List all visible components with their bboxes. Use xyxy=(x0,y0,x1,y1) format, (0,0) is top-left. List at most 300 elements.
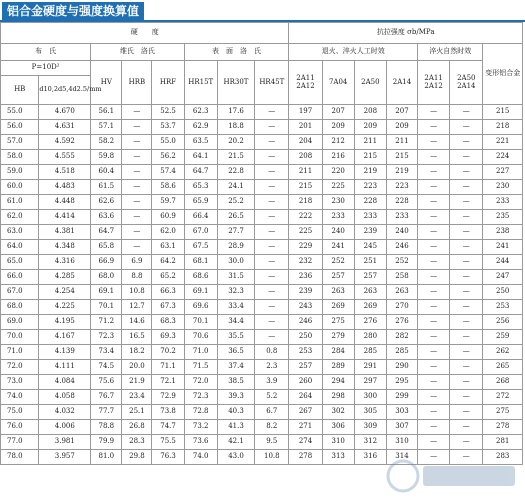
table-cell: 233 xyxy=(386,210,417,225)
table-cell: 276 xyxy=(354,315,386,330)
quench-natural-header: 淬火自然时效 xyxy=(418,44,483,61)
table-cell: 8.8 xyxy=(122,270,152,285)
table-cell: 25.2 xyxy=(217,195,254,210)
table-cell: 63.5 xyxy=(184,135,217,150)
table-cell: 300 xyxy=(354,390,386,405)
table-cell: 78.8 xyxy=(91,420,122,435)
table-cell: 39.3 xyxy=(217,390,254,405)
table-cell: — xyxy=(255,180,289,195)
table-cell: — xyxy=(450,180,483,195)
table-cell: 31.5 xyxy=(217,270,254,285)
table-cell: 211 xyxy=(354,135,386,150)
table-cell: 67.0 xyxy=(1,285,39,300)
table-cell: 73.0 xyxy=(1,375,39,390)
table-cell: 66.0 xyxy=(1,270,39,285)
table-cell: 227 xyxy=(483,165,523,180)
table-cell: 28.9 xyxy=(217,240,254,255)
table-cell: 64.2 xyxy=(152,255,184,270)
table-cell: — xyxy=(450,375,483,390)
table-cell: — xyxy=(450,405,483,420)
table-cell: 278 xyxy=(483,420,523,435)
table-cell: — xyxy=(450,450,483,465)
strength-label: 抗拉强度 xyxy=(376,28,405,37)
table-cell: 60.9 xyxy=(152,210,184,225)
table-cell: 225 xyxy=(289,225,322,240)
table-cell: 63.6 xyxy=(91,210,122,225)
table-cell: 230 xyxy=(483,180,523,195)
table-cell: 79.9 xyxy=(91,435,122,450)
table-cell: 64.1 xyxy=(184,150,217,165)
table-cell: — xyxy=(450,345,483,360)
table-cell: 246 xyxy=(386,240,417,255)
table-cell: 221 xyxy=(483,135,523,150)
surface-rockwell-header: 表 面 洛 氏 xyxy=(184,44,289,61)
table-cell: 4.195 xyxy=(39,315,91,330)
table-cell: 245 xyxy=(354,240,386,255)
table-cell: 244 xyxy=(483,255,523,270)
table-cell: — xyxy=(418,255,450,270)
strength-header xyxy=(289,23,523,44)
table-cell: 218 xyxy=(483,120,523,135)
table-cell: 42.1 xyxy=(217,435,254,450)
table-cell: — xyxy=(418,165,450,180)
table-cell: 62.0 xyxy=(152,225,184,240)
table-cell: 4.139 xyxy=(39,345,91,360)
table-cell: 220 xyxy=(322,165,354,180)
table-cell: — xyxy=(418,270,450,285)
brinell-diameter: d10,2d5,4d2.5/mm xyxy=(39,76,91,105)
table-cell: — xyxy=(122,180,152,195)
table-cell: — xyxy=(418,195,450,210)
table-cell: 64.7 xyxy=(91,225,122,240)
table-cell: — xyxy=(418,225,450,240)
table-cell: 3.957 xyxy=(39,450,91,465)
table-cell: 211 xyxy=(289,165,322,180)
table-cell: 70.0 xyxy=(1,330,39,345)
col-hrb: HRB xyxy=(122,61,152,105)
table-cell: — xyxy=(122,150,152,165)
table-cell: 10.8 xyxy=(255,450,289,465)
table-cell: 236 xyxy=(289,270,322,285)
table-cell: 71.2 xyxy=(91,315,122,330)
table-cell: 55.0 xyxy=(152,135,184,150)
table-cell: 223 xyxy=(386,180,417,195)
table-cell: 26.5 xyxy=(217,210,254,225)
table-cell: 72.1 xyxy=(152,375,184,390)
table-cell: 21.9 xyxy=(122,375,152,390)
table-cell: 81.0 xyxy=(91,450,122,465)
col-hr30t: HR30T xyxy=(217,61,254,105)
table-cell: 41.3 xyxy=(217,420,254,435)
table-cell: 70.6 xyxy=(184,330,217,345)
table-cell: 4.285 xyxy=(39,270,91,285)
table-cell: 215 xyxy=(289,180,322,195)
table-cell: 66.3 xyxy=(152,285,184,300)
table-cell: 247 xyxy=(483,270,523,285)
table-cell: 57.4 xyxy=(152,165,184,180)
table-cell: 204 xyxy=(289,135,322,150)
table-cell: 72.8 xyxy=(184,405,217,420)
table-cell: 299 xyxy=(386,390,417,405)
table-cell: 272 xyxy=(483,390,523,405)
table-cell: 239 xyxy=(289,285,322,300)
header-row-1 xyxy=(1,23,523,44)
table-cell: 20.0 xyxy=(122,360,152,375)
table-cell: 55.0 xyxy=(1,105,39,120)
table-cell: 270 xyxy=(386,300,417,315)
table-cell: 69.1 xyxy=(91,285,122,300)
table-row xyxy=(1,390,523,405)
table-cell: — xyxy=(450,390,483,405)
table-cell: 4.032 xyxy=(39,405,91,420)
table-cell: 65.0 xyxy=(1,255,39,270)
table-cell: 77.0 xyxy=(1,435,39,450)
table-cell: 4.483 xyxy=(39,180,91,195)
table-cell: — xyxy=(122,225,152,240)
table-cell: 68.1 xyxy=(184,255,217,270)
table-cell: 75.5 xyxy=(152,435,184,450)
col-hr15t: HR15T xyxy=(184,61,217,105)
table-cell: 218 xyxy=(289,195,322,210)
table-cell: 316 xyxy=(354,450,386,465)
table-cell: 219 xyxy=(354,165,386,180)
table-cell: — xyxy=(450,360,483,375)
table-cell: 76.7 xyxy=(91,390,122,405)
table-cell: 224 xyxy=(483,150,523,165)
table-cell: 72.9 xyxy=(152,390,184,405)
col-2a11-2a12: 2A11 2A12 xyxy=(289,61,322,105)
table-cell: 309 xyxy=(354,420,386,435)
table-row xyxy=(1,150,523,165)
header-row-2 xyxy=(1,44,523,61)
table-cell: 257 xyxy=(354,270,386,285)
table-cell: 77.7 xyxy=(91,405,122,420)
table-cell: 20.2 xyxy=(217,135,254,150)
table-cell: 240 xyxy=(322,225,354,240)
table-cell: — xyxy=(450,240,483,255)
table-cell: — xyxy=(418,105,450,120)
table-cell: 271 xyxy=(289,420,322,435)
table-cell: 253 xyxy=(483,300,523,315)
table-cell: 56.1 xyxy=(91,105,122,120)
table-cell: 43.0 xyxy=(217,450,254,465)
table-cell: 263 xyxy=(386,285,417,300)
quench-artificial-header: 退火、淬火人工时效 xyxy=(289,44,418,61)
table-cell: 216 xyxy=(322,150,354,165)
table-cell: 40.3 xyxy=(217,405,254,420)
table-cell: — xyxy=(255,135,289,150)
table-cell: 4.058 xyxy=(39,390,91,405)
table-cell: 34.4 xyxy=(217,315,254,330)
table-cell: 207 xyxy=(322,105,354,120)
table-cell: 57.0 xyxy=(1,135,39,150)
table-cell: — xyxy=(255,195,289,210)
table-cell: 241 xyxy=(322,240,354,255)
table-cell: 2.3 xyxy=(255,360,289,375)
table-cell: 275 xyxy=(483,405,523,420)
table-cell: — xyxy=(450,300,483,315)
table-row xyxy=(1,315,523,330)
table-row xyxy=(1,165,523,180)
table-cell: 52.5 xyxy=(152,105,184,120)
table-cell: 212 xyxy=(322,135,354,150)
table-cell: 62.6 xyxy=(91,195,122,210)
table-cell: 62.3 xyxy=(184,105,217,120)
table-row xyxy=(1,330,523,345)
table-cell: 67.3 xyxy=(152,300,184,315)
table-cell: 62.0 xyxy=(1,210,39,225)
table-cell: — xyxy=(122,165,152,180)
table-cell: 65.3 xyxy=(184,180,217,195)
table-cell: 256 xyxy=(483,315,523,330)
table-cell: 4.518 xyxy=(39,165,91,180)
table-cell: 56.0 xyxy=(1,120,39,135)
table-cell: 298 xyxy=(322,390,354,405)
table-cell: 209 xyxy=(354,120,386,135)
table-cell: 263 xyxy=(322,285,354,300)
table-cell: 74.7 xyxy=(152,420,184,435)
table-cell: 215 xyxy=(354,150,386,165)
table-cell: 268 xyxy=(483,375,523,390)
table-cell: 197 xyxy=(289,105,322,120)
table-cell: 235 xyxy=(483,210,523,225)
table-cell: — xyxy=(450,135,483,150)
table-cell: 26.8 xyxy=(122,420,152,435)
table-cell: 36.5 xyxy=(217,345,254,360)
table-cell: 209 xyxy=(322,120,354,135)
table-cell: — xyxy=(122,195,152,210)
table-row xyxy=(1,345,523,360)
table-cell: 294 xyxy=(322,375,354,390)
table-cell: 74.0 xyxy=(184,450,217,465)
table-cell: — xyxy=(255,120,289,135)
table-cell: 251 xyxy=(354,255,386,270)
table-cell: 250 xyxy=(289,330,322,345)
table-cell: 29.8 xyxy=(122,450,152,465)
table-cell: 23.4 xyxy=(122,390,152,405)
table-cell: 243 xyxy=(289,300,322,315)
table-cell: 310 xyxy=(386,435,417,450)
col-2a50: 2A50 xyxy=(354,61,386,105)
table-cell: 73.2 xyxy=(184,420,217,435)
table-cell: 21.5 xyxy=(217,150,254,165)
table-cell: 201 xyxy=(289,120,322,135)
table-cell: — xyxy=(418,210,450,225)
page-title: 铝合金硬度与强度换算值 xyxy=(2,2,144,20)
table-cell: 22.8 xyxy=(217,165,254,180)
table-cell: 24.1 xyxy=(217,180,254,195)
table-cell: 28.3 xyxy=(122,435,152,450)
table-cell: 72.0 xyxy=(1,360,39,375)
col-hb: HB xyxy=(1,76,39,105)
table-cell: 57.1 xyxy=(91,120,122,135)
table-cell: 250 xyxy=(483,285,523,300)
table-cell: 58.2 xyxy=(91,135,122,150)
table-cell: 3.9 xyxy=(255,375,289,390)
table-cell: 37.4 xyxy=(217,360,254,375)
table-cell: 307 xyxy=(386,420,417,435)
table-cell: 303 xyxy=(386,405,417,420)
table-cell: 30.0 xyxy=(217,255,254,270)
strength-unit: σb/MPa xyxy=(407,28,435,37)
table-row xyxy=(1,270,523,285)
table-cell: 282 xyxy=(386,330,417,345)
table-cell: 225 xyxy=(322,180,354,195)
table-cell: 67.5 xyxy=(184,240,217,255)
table-cell: 223 xyxy=(354,180,386,195)
col-hr45t: HR45T xyxy=(255,61,289,105)
table-cell: 233 xyxy=(483,195,523,210)
table-cell: 4.448 xyxy=(39,195,91,210)
table-cell: 215 xyxy=(483,105,523,120)
table-cell: 310 xyxy=(322,435,354,450)
table-cell: 274 xyxy=(289,435,322,450)
conversion-table xyxy=(0,22,523,465)
table-cell: 306 xyxy=(322,420,354,435)
table-cell: 233 xyxy=(322,210,354,225)
table-cell: 209 xyxy=(386,120,417,135)
table-cell: 10.8 xyxy=(122,285,152,300)
table-row xyxy=(1,405,523,420)
table-cell: 53.7 xyxy=(152,120,184,135)
table-cell: 71.0 xyxy=(1,345,39,360)
table-cell: 73.6 xyxy=(184,435,217,450)
table-cell: 4.414 xyxy=(39,210,91,225)
table-cell: 60.0 xyxy=(1,180,39,195)
table-cell: 238 xyxy=(483,225,523,240)
table-cell: — xyxy=(255,300,289,315)
table-cell: — xyxy=(418,420,450,435)
table-cell: 35.5 xyxy=(217,330,254,345)
table-cell: — xyxy=(450,195,483,210)
table-cell: 60.4 xyxy=(91,165,122,180)
table-cell: 59.0 xyxy=(1,165,39,180)
table-row xyxy=(1,255,523,270)
table-cell: 6.7 xyxy=(255,405,289,420)
table-row xyxy=(1,285,523,300)
table-cell: 207 xyxy=(386,105,417,120)
table-cell: 18.2 xyxy=(122,345,152,360)
table-cell: 33.4 xyxy=(217,300,254,315)
table-row xyxy=(1,435,523,450)
table-cell: 258 xyxy=(386,270,417,285)
table-row xyxy=(1,210,523,225)
table-cell: 64.0 xyxy=(1,240,39,255)
table-cell: — xyxy=(418,240,450,255)
table-cell: 252 xyxy=(322,255,354,270)
table-cell: 215 xyxy=(386,150,417,165)
table-cell: — xyxy=(122,120,152,135)
table-cell: — xyxy=(418,390,450,405)
table-cell: 4.555 xyxy=(39,150,91,165)
table-cell: 265 xyxy=(483,360,523,375)
table-cell: 71.1 xyxy=(152,360,184,375)
table-cell: — xyxy=(418,135,450,150)
table-cell: 281 xyxy=(483,435,523,450)
hardness-header: 硬 度 xyxy=(1,23,289,44)
table-cell: 232 xyxy=(289,255,322,270)
table-cell: — xyxy=(418,315,450,330)
table-cell: 72.0 xyxy=(184,375,217,390)
table-cell: 66.9 xyxy=(91,255,122,270)
table-cell: 69.0 xyxy=(1,315,39,330)
table-cell: 0.8 xyxy=(255,345,289,360)
table-cell: 239 xyxy=(354,225,386,240)
table-cell: 264 xyxy=(289,390,322,405)
col-2a50-2a14-natural: 2A50 2A14 xyxy=(450,61,483,105)
table-cell: 56.2 xyxy=(152,150,184,165)
table-row xyxy=(1,105,523,120)
table-cell: 5.2 xyxy=(255,390,289,405)
table-cell: 59.7 xyxy=(152,195,184,210)
table-cell: 12.7 xyxy=(122,300,152,315)
table-cell: — xyxy=(450,225,483,240)
table-cell: — xyxy=(450,270,483,285)
table-cell: 61.0 xyxy=(1,195,39,210)
table-cell: — xyxy=(122,240,152,255)
table-cell: 17.6 xyxy=(217,105,254,120)
table-cell: 32.3 xyxy=(217,285,254,300)
table-cell: 228 xyxy=(354,195,386,210)
table-cell: — xyxy=(450,330,483,345)
table-row xyxy=(1,240,523,255)
table-cell: — xyxy=(255,210,289,225)
table-cell: — xyxy=(450,255,483,270)
table-cell: 70.1 xyxy=(91,300,122,315)
table-cell: 25.1 xyxy=(122,405,152,420)
table-cell: 76.3 xyxy=(152,450,184,465)
table-cell: 284 xyxy=(322,345,354,360)
table-cell: 222 xyxy=(289,210,322,225)
table-cell: 275 xyxy=(322,315,354,330)
table-cell: 8.2 xyxy=(255,420,289,435)
table-cell: 4.254 xyxy=(39,285,91,300)
brinell-formula: P=10D² xyxy=(1,61,91,76)
table-cell: 252 xyxy=(386,255,417,270)
table-cell: 230 xyxy=(322,195,354,210)
table-row xyxy=(1,300,523,315)
table-cell: — xyxy=(122,105,152,120)
table-cell: 16.5 xyxy=(122,330,152,345)
table-cell: 4.084 xyxy=(39,375,91,390)
table-cell: 4.225 xyxy=(39,300,91,315)
table-row xyxy=(1,120,523,135)
table-cell: — xyxy=(418,360,450,375)
table-cell: — xyxy=(255,150,289,165)
table-cell: 71.5 xyxy=(184,360,217,375)
table-cell: 70.1 xyxy=(184,315,217,330)
table-cell: 295 xyxy=(386,375,417,390)
table-cell: 66.4 xyxy=(184,210,217,225)
table-cell: 269 xyxy=(354,300,386,315)
table-cell: 9.5 xyxy=(255,435,289,450)
table-cell: 78.0 xyxy=(1,450,39,465)
table-cell: 4.670 xyxy=(39,105,91,120)
table-cell: 290 xyxy=(386,360,417,375)
table-cell: 4.348 xyxy=(39,240,91,255)
table-cell: 4.592 xyxy=(39,135,91,150)
table-cell: 72.3 xyxy=(91,330,122,345)
table-cell: — xyxy=(122,210,152,225)
col-hv: HV xyxy=(91,61,122,105)
table-cell: — xyxy=(418,345,450,360)
table-cell: 38.5 xyxy=(217,375,254,390)
table-cell: 62.9 xyxy=(184,120,217,135)
table-cell: 289 xyxy=(322,360,354,375)
table-cell: 6.9 xyxy=(122,255,152,270)
table-cell: 278 xyxy=(289,450,322,465)
table-row xyxy=(1,375,523,390)
